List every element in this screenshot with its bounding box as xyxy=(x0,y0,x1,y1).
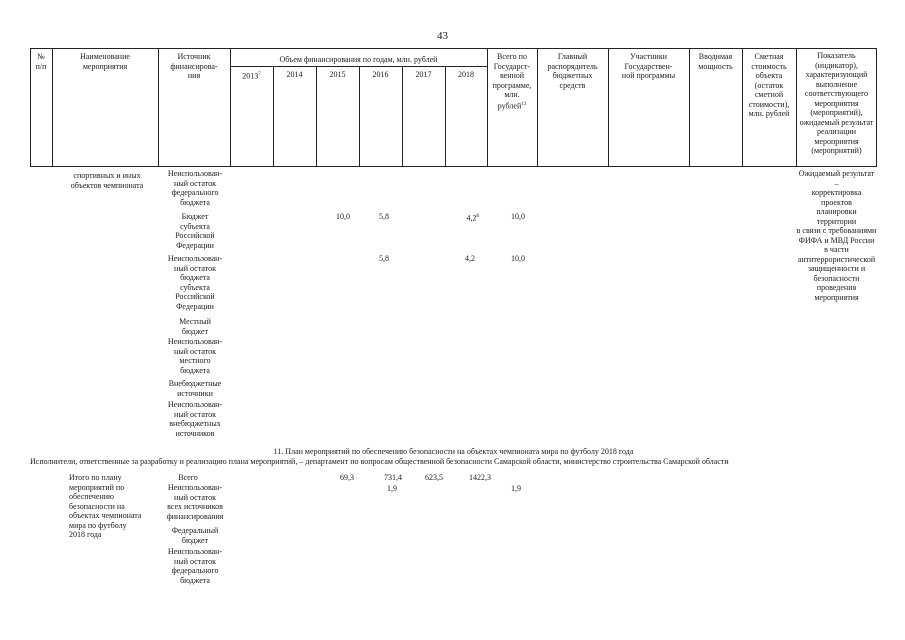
residual-total: 10,0 xyxy=(511,254,525,263)
source-residual-federal-2: Неиспользован- ный остаток федерального бюджета xyxy=(167,547,223,585)
header-capacity: Вводимая мощность xyxy=(698,52,733,71)
section-title: 11. План мероприятий по обеспечению безопасности на объектах чемпионата мира по футболу 2018 года xyxy=(273,447,634,456)
total-2016: 731,4 xyxy=(384,473,402,482)
source-residual-subject: Неиспользован- ный остаток бюджета субъекта Российской Федерации xyxy=(167,254,223,311)
source-extrabudgetary: Внебюджетные источники xyxy=(168,379,222,398)
section-executors: Исполнители, ответственные за разработку и реализацию плана мероприятий, – департамент по вопросам общественной безопасности Самарской области, министерство строительства Самарской области xyxy=(30,457,729,466)
source-residual-federal: Неиспользован- ный остаток федерального бюджета xyxy=(167,169,223,207)
header-num: № п/п xyxy=(35,52,47,71)
header-funding: Объем финансирования по годам, млн. рублей xyxy=(279,55,438,64)
source-federal-budget: Федеральный бюджет xyxy=(171,526,219,545)
total-2015: 69,3 xyxy=(340,473,354,482)
residual-2016: 5,8 xyxy=(379,254,389,263)
header-name: Наименование мероприятия xyxy=(80,52,130,71)
expected-result: Ожидаемый результат – корректировка проектов планировки территории в связи с требованиями ФИФА и МВД России в части антитеррористической защищенности и безопасности проведения мероприятия xyxy=(796,169,877,302)
header-year-2013: 2013$^7$ xyxy=(242,71,261,81)
page-number: 43 xyxy=(437,30,448,42)
header-year-2018: 2018 xyxy=(458,70,474,79)
source-local-budget: Местный бюджет xyxy=(179,317,211,336)
residual-all-2016: 1,9 xyxy=(387,484,397,493)
total-2017: 623,5 xyxy=(425,473,443,482)
value-2016: 5,8 xyxy=(379,212,389,221)
header-admin: Главный распорядитель бюджетных средств xyxy=(547,52,598,90)
header-source: Источник финансирова- ния xyxy=(170,52,218,80)
year-divider xyxy=(402,66,403,167)
source-residual-all: Неиспользован- ный остаток всех источников финансирования xyxy=(166,483,224,521)
total-2018: 1422,3 xyxy=(469,473,491,482)
source-subject-budget: Бюджет субъекта Российской Федерации xyxy=(175,212,215,250)
year-divider xyxy=(273,66,274,167)
source-residual-extrabudgetary: Неиспользован- ный остаток внебюджетных источников xyxy=(167,400,223,438)
year-divider xyxy=(316,66,317,167)
value-2018: $4,2^8$ xyxy=(466,213,479,223)
year-divider xyxy=(445,66,446,167)
header-year-2016: 2016 xyxy=(372,70,389,79)
source-residual-local: Неиспользован- ный остаток местного бюджета xyxy=(167,337,223,375)
header-year-2014: 2014 xyxy=(286,70,303,79)
header-indicator: Показатель (индикатор), характеризующий выполнение соответствующего мероприятия (мероприятий), ожидаемый результат реализации мероприятия (мероприятий) xyxy=(799,51,874,155)
value-2015: 10,0 xyxy=(336,212,350,221)
value-total: 10,0 xyxy=(511,212,525,221)
residual-all-2018: 1,9 xyxy=(511,484,521,493)
header-year-2017: 2017 xyxy=(415,70,432,79)
year-divider xyxy=(359,66,360,167)
plan-total-name: Итого по плану мероприятий по обеспечению безопасности на объектах чемпионата мира по футболу 2018 года xyxy=(69,473,142,539)
source-total: Всего xyxy=(178,473,198,482)
activity-name: спортивных и иных объектов чемпионата xyxy=(70,171,144,190)
header-year-2015: 2015 xyxy=(329,70,346,79)
header-participants: Участники Государствен- ной программы xyxy=(621,52,676,80)
residual-2018: 4,2 xyxy=(465,254,475,263)
header-estimate: Сметная стоимость объекта (остаток сметной стоимости), млн. рублей xyxy=(748,52,790,118)
header-total: Всего по Государст- венной программе, млн. рублей$^{13}$ xyxy=(492,52,532,111)
